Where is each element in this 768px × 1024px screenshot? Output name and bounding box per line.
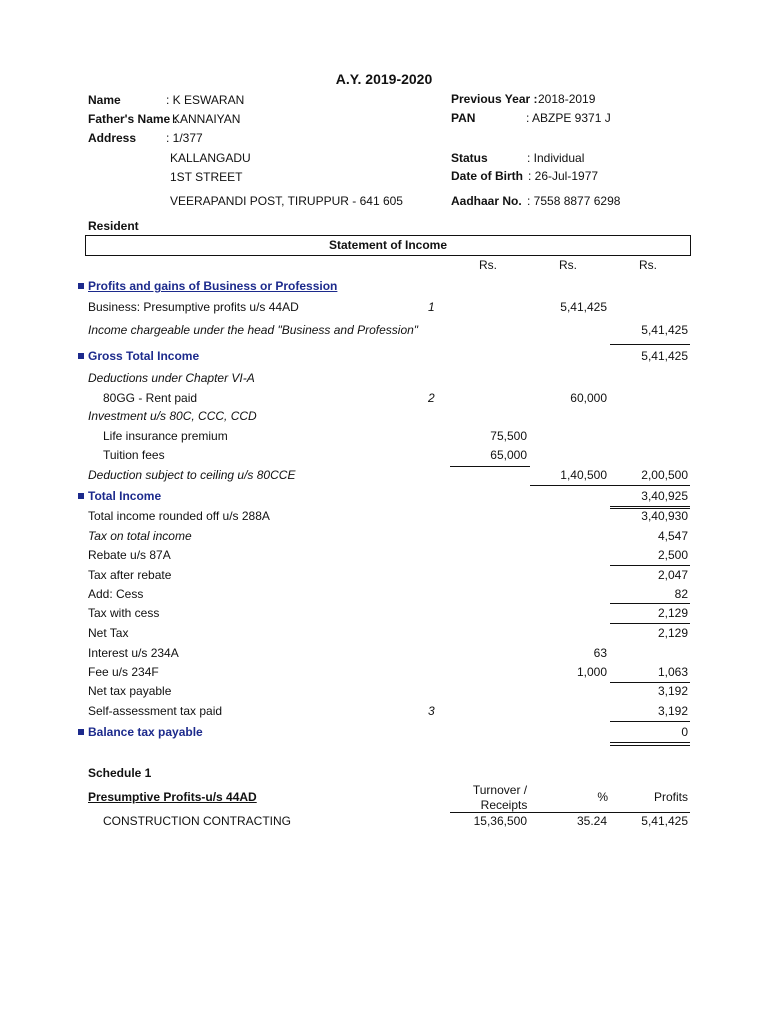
name-value: : K ESWARAN xyxy=(166,93,245,107)
ceiling-value: 1,40,500 xyxy=(560,468,607,482)
status-value: : Individual xyxy=(527,151,585,165)
column-header-rs-2: Rs. xyxy=(559,258,577,272)
interest-234a-label: Interest u/s 234A xyxy=(88,646,179,660)
name-label: Name xyxy=(88,93,121,107)
underline xyxy=(610,565,690,566)
father-name-value: KANNAIYAN xyxy=(172,112,241,126)
address-line-2: KALLANGADU xyxy=(170,151,251,165)
self-assessment-value: 3,192 xyxy=(657,704,688,718)
income-bp-label: Income chargeable under the head "Business and Profession" xyxy=(88,323,419,337)
gti-heading: Gross Total Income xyxy=(78,349,199,363)
rent-ref: 2 xyxy=(428,391,435,405)
net-tax-value: 2,129 xyxy=(657,626,688,640)
investment-label: Investment u/s 80C, CCC, CCD xyxy=(88,409,257,423)
balance-tax-heading: Balance tax payable xyxy=(78,725,203,739)
interest-234a-value: 63 xyxy=(593,646,607,660)
fee-234f-label: Fee u/s 234F xyxy=(88,665,159,679)
underline xyxy=(530,485,690,486)
business-ref: 1 xyxy=(428,300,435,314)
aadhaar-value: : 7558 8877 6298 xyxy=(527,194,621,208)
schedule-row-label: CONSTRUCTION CONTRACTING xyxy=(103,814,291,828)
pan-value: : ABZPE 9371 J xyxy=(526,111,611,125)
after-rebate-value: 2,047 xyxy=(657,568,688,582)
underline xyxy=(610,721,690,722)
self-assessment-label: Self-assessment tax paid xyxy=(88,704,223,718)
underline xyxy=(450,466,530,467)
dob-value: : 26-Jul-1977 xyxy=(528,169,599,183)
double-underline-bottom xyxy=(610,745,690,746)
assessment-year-title: A.Y. 2019-2020 xyxy=(335,71,433,87)
cess-label: Add: Cess xyxy=(88,587,144,601)
bullet-icon xyxy=(78,283,84,289)
cess-value: 82 xyxy=(674,587,688,601)
rebate-value: 2,500 xyxy=(657,548,688,562)
rounded-value: 3,40,930 xyxy=(641,509,688,523)
net-payable-label: Net tax payable xyxy=(88,684,172,698)
with-cess-value: 2,129 xyxy=(657,606,688,620)
address-line-4: VEERAPANDI POST, TIRUPPUR - 641 605 xyxy=(170,194,403,208)
double-underline-top xyxy=(610,506,690,507)
schedule-header-underline xyxy=(450,812,690,813)
net-tax-label: Net Tax xyxy=(88,626,129,640)
tuition-value: 65,000 xyxy=(490,448,527,462)
after-rebate-label: Tax after rebate xyxy=(88,568,172,582)
lic-label: Life insurance premium xyxy=(103,429,228,443)
ceiling-label: Deduction subject to ceiling u/s 80CCE xyxy=(88,468,296,482)
tuition-label: Tuition fees xyxy=(103,448,165,462)
schedule-title: Schedule 1 xyxy=(88,766,152,780)
bullet-icon xyxy=(78,729,84,735)
bullet-icon xyxy=(78,353,84,359)
column-header-rs-3: Rs. xyxy=(639,258,657,272)
schedule-heading: Presumptive Profits-u/s 44AD xyxy=(88,790,257,804)
business-value: 5,41,425 xyxy=(560,300,607,314)
schedule-row-turnover: 15,36,500 xyxy=(473,814,527,828)
dob-label: Date of Birth xyxy=(451,169,523,183)
rent-value: 60,000 xyxy=(570,391,607,405)
aadhaar-label: Aadhaar No. xyxy=(451,194,522,208)
turnover-header-line1: Turnover / xyxy=(472,783,528,797)
net-payable-value: 3,192 xyxy=(657,684,688,698)
fee-234f-value: 1,000 xyxy=(576,665,607,679)
income-bp-value: 5,41,425 xyxy=(641,323,688,337)
underline xyxy=(610,603,690,604)
with-cess-label: Tax with cess xyxy=(88,606,160,620)
schedule-row-profits: 5,41,425 xyxy=(641,814,688,828)
pan-label: PAN xyxy=(451,111,476,125)
total-income-heading: Total Income xyxy=(78,489,161,503)
previous-year-label: Previous Year : xyxy=(451,92,538,106)
address-label: Address xyxy=(88,131,137,145)
business-label: Business: Presumptive profits u/s 44AD xyxy=(88,300,299,314)
turnover-header-line2: Receipts xyxy=(480,798,528,812)
address-line-3: 1ST STREET xyxy=(170,170,243,184)
ceiling-total: 2,00,500 xyxy=(641,468,688,482)
statement-title: Statement of Income xyxy=(328,238,448,252)
underline xyxy=(610,623,690,624)
lic-value: 75,500 xyxy=(490,429,527,443)
column-header-rs-1: Rs. xyxy=(479,258,497,272)
tax-total-label: Tax on total income xyxy=(88,529,192,543)
total-income-value: 3,40,925 xyxy=(641,489,688,503)
double-underline-top xyxy=(610,742,690,743)
gti-value: 5,41,425 xyxy=(641,349,688,363)
schedule-row-percent: 35.24 xyxy=(576,814,607,828)
pgbp-heading: Profits and gains of Business or Profession xyxy=(78,279,337,293)
bullet-icon xyxy=(78,493,84,499)
fee-234f-total: 1,063 xyxy=(657,665,688,679)
rent-label: 80GG - Rent paid xyxy=(103,391,198,405)
underline xyxy=(610,344,690,345)
resident-status: Resident xyxy=(88,219,139,233)
father-name-label: Father's Name : xyxy=(88,112,178,126)
self-assessment-ref: 3 xyxy=(428,704,435,718)
rounded-label: Total income rounded off u/s 288A xyxy=(88,509,270,523)
status-label: Status xyxy=(451,151,488,165)
previous-year-value: 2018-2019 xyxy=(538,92,596,106)
deductions-label: Deductions under Chapter VI-A xyxy=(88,371,255,385)
address-line-1: : 1/377 xyxy=(166,131,203,145)
underline xyxy=(610,682,690,683)
tax-total-value: 4,547 xyxy=(657,529,688,543)
percent-header: % xyxy=(597,790,608,804)
balance-tax-value: 0 xyxy=(681,725,688,739)
profits-header: Profits xyxy=(653,790,688,804)
rebate-label: Rebate u/s 87A xyxy=(88,548,171,562)
